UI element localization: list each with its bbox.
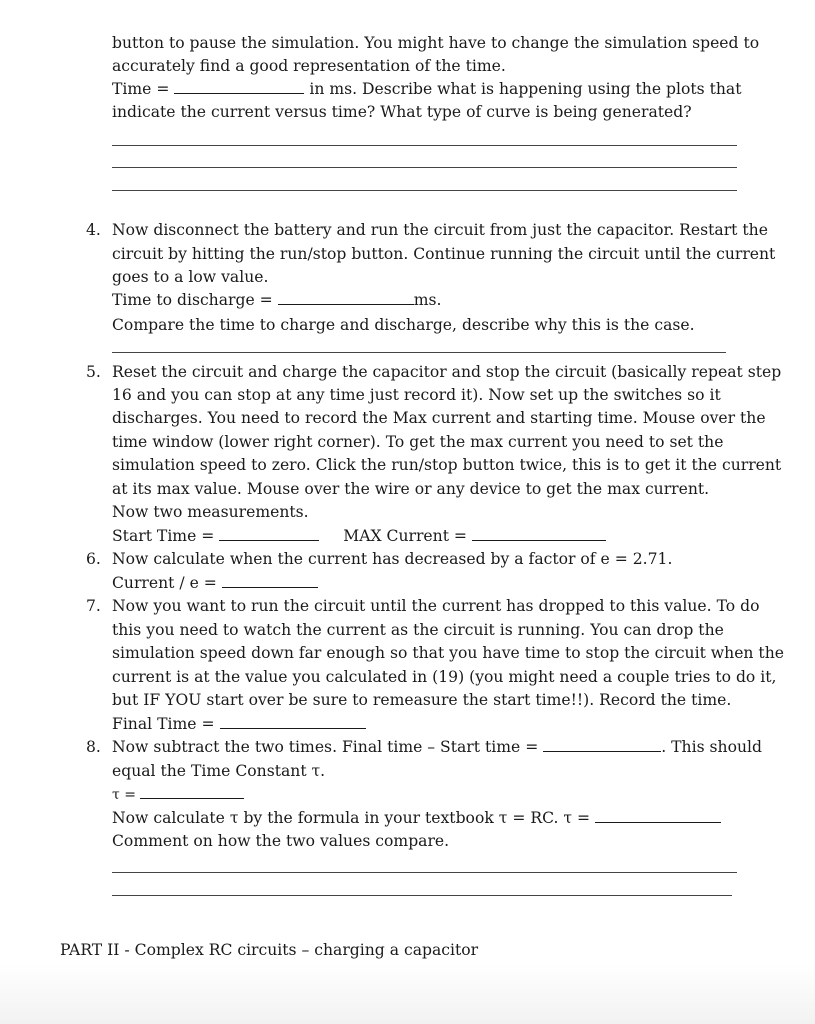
final-time-blank[interactable] bbox=[220, 714, 366, 729]
answer-rule[interactable] bbox=[112, 145, 737, 146]
step-7-line-5: but IF YOU start over be sure to remeasure the start time!!). Record the time. bbox=[112, 691, 732, 709]
subtract-label: Now subtract the two times. Final time – Start time = bbox=[112, 738, 539, 756]
current-over-e-label: Current / e = bbox=[112, 574, 217, 592]
step-5-number: 5. bbox=[86, 363, 101, 381]
intro-time-line bbox=[112, 78, 742, 101]
answer-rule[interactable] bbox=[112, 190, 737, 191]
start-time-label: Start Time = bbox=[112, 527, 215, 545]
tau-blank[interactable] bbox=[140, 784, 244, 799]
step-7-number: 7. bbox=[86, 597, 101, 615]
step-5-line-3: discharges. You need to record the Max current and starting time. Mouse over the bbox=[112, 409, 766, 427]
intro-line-4: indicate the current versus time? What type of curve is being generated? bbox=[112, 103, 692, 121]
answer-rule[interactable] bbox=[112, 895, 732, 896]
current-over-e-line bbox=[112, 572, 318, 595]
answer-rule[interactable] bbox=[112, 167, 737, 168]
answer-rule[interactable] bbox=[112, 872, 737, 873]
step-5-line-6: at its max value. Mouse over the wire or any device to get the max current. bbox=[112, 480, 710, 498]
final-time-label: Final Time = bbox=[112, 715, 215, 733]
intro-line-1: button to pause the simulation. You might have to change the simulation speed to bbox=[112, 34, 760, 52]
step-4-line-2: circuit by hitting the run/stop button. Continue running the circuit until the current bbox=[112, 245, 776, 263]
step-4-line-3: goes to a low value. bbox=[112, 268, 269, 286]
tau-rc-label: Now calculate τ by the formula in your textbook τ = RC. τ = bbox=[112, 809, 591, 827]
time-label: Time = bbox=[112, 80, 170, 98]
step-7-line-2: this you need to watch the current as the circuit is running. You can drop the bbox=[112, 621, 724, 639]
tau-line bbox=[112, 784, 244, 807]
step-6-line-1: Now calculate when the current has decreased by a factor of e = 2.71. bbox=[112, 550, 673, 568]
step-6-number: 6. bbox=[86, 550, 101, 568]
start-time-blank[interactable] bbox=[219, 526, 319, 541]
tau-rc-blank[interactable] bbox=[595, 808, 721, 823]
answer-rule[interactable] bbox=[112, 352, 726, 353]
step-8-line-1 bbox=[112, 736, 762, 759]
final-time-line bbox=[112, 713, 366, 736]
step-8-number: 8. bbox=[86, 738, 101, 756]
step-5-line-2: 16 and you can stop at any time just record it). Now set up the switches so it bbox=[112, 386, 721, 404]
subtract-blank[interactable] bbox=[543, 737, 661, 752]
step-5-line-5: simulation speed to zero. Click the run/stop button twice, this is to get it the current bbox=[112, 456, 782, 474]
step-5-line-7: Now two measurements. bbox=[112, 503, 309, 521]
current-over-e-blank[interactable] bbox=[222, 573, 318, 588]
measurements-line bbox=[112, 525, 606, 548]
step-7-line-1: Now you want to run the circuit until the current has dropped to this value. To do bbox=[112, 597, 760, 615]
page-bottom-shadow bbox=[0, 964, 815, 1024]
subtract-rest: . This should bbox=[661, 738, 762, 756]
max-current-blank[interactable] bbox=[472, 526, 606, 541]
step-7-line-3: simulation speed down far enough so that you have time to stop the circuit when the bbox=[112, 644, 784, 662]
step-5-line-4: time window (lower right corner). To get the max current you need to set the bbox=[112, 433, 724, 451]
time-rest: in ms. Describe what is happening using the plots that bbox=[304, 80, 742, 98]
discharge-time-line bbox=[112, 289, 441, 312]
tau-rc-line bbox=[112, 807, 721, 830]
step-7-line-4: current is at the value you calculated in (19) (you might need a couple tries to do it, bbox=[112, 668, 777, 686]
discharge-blank[interactable] bbox=[278, 290, 414, 305]
discharge-label: Time to discharge = bbox=[112, 291, 273, 309]
step-4-line-1: Now disconnect the battery and run the circuit from just the capacitor. Restart the bbox=[112, 221, 768, 239]
comment-line: Comment on how the two values compare. bbox=[112, 832, 450, 850]
part-ii-heading: PART II - Complex RC circuits – charging a capacitor bbox=[60, 941, 479, 959]
max-current-label: MAX Current = bbox=[343, 527, 467, 545]
time-blank[interactable] bbox=[174, 79, 304, 94]
step-4-number: 4. bbox=[86, 221, 101, 239]
step-5-line-1: Reset the circuit and charge the capacitor and stop the circuit (basically repeat step bbox=[112, 363, 782, 381]
tau-label: τ = bbox=[112, 787, 136, 803]
step-4-compare: Compare the time to charge and discharge, describe why this is the case. bbox=[112, 316, 695, 334]
intro-line-2: accurately find a good representation of the time. bbox=[112, 57, 506, 75]
discharge-unit: ms. bbox=[413, 291, 442, 309]
step-8-line-2: equal the Time Constant τ. bbox=[112, 762, 326, 780]
